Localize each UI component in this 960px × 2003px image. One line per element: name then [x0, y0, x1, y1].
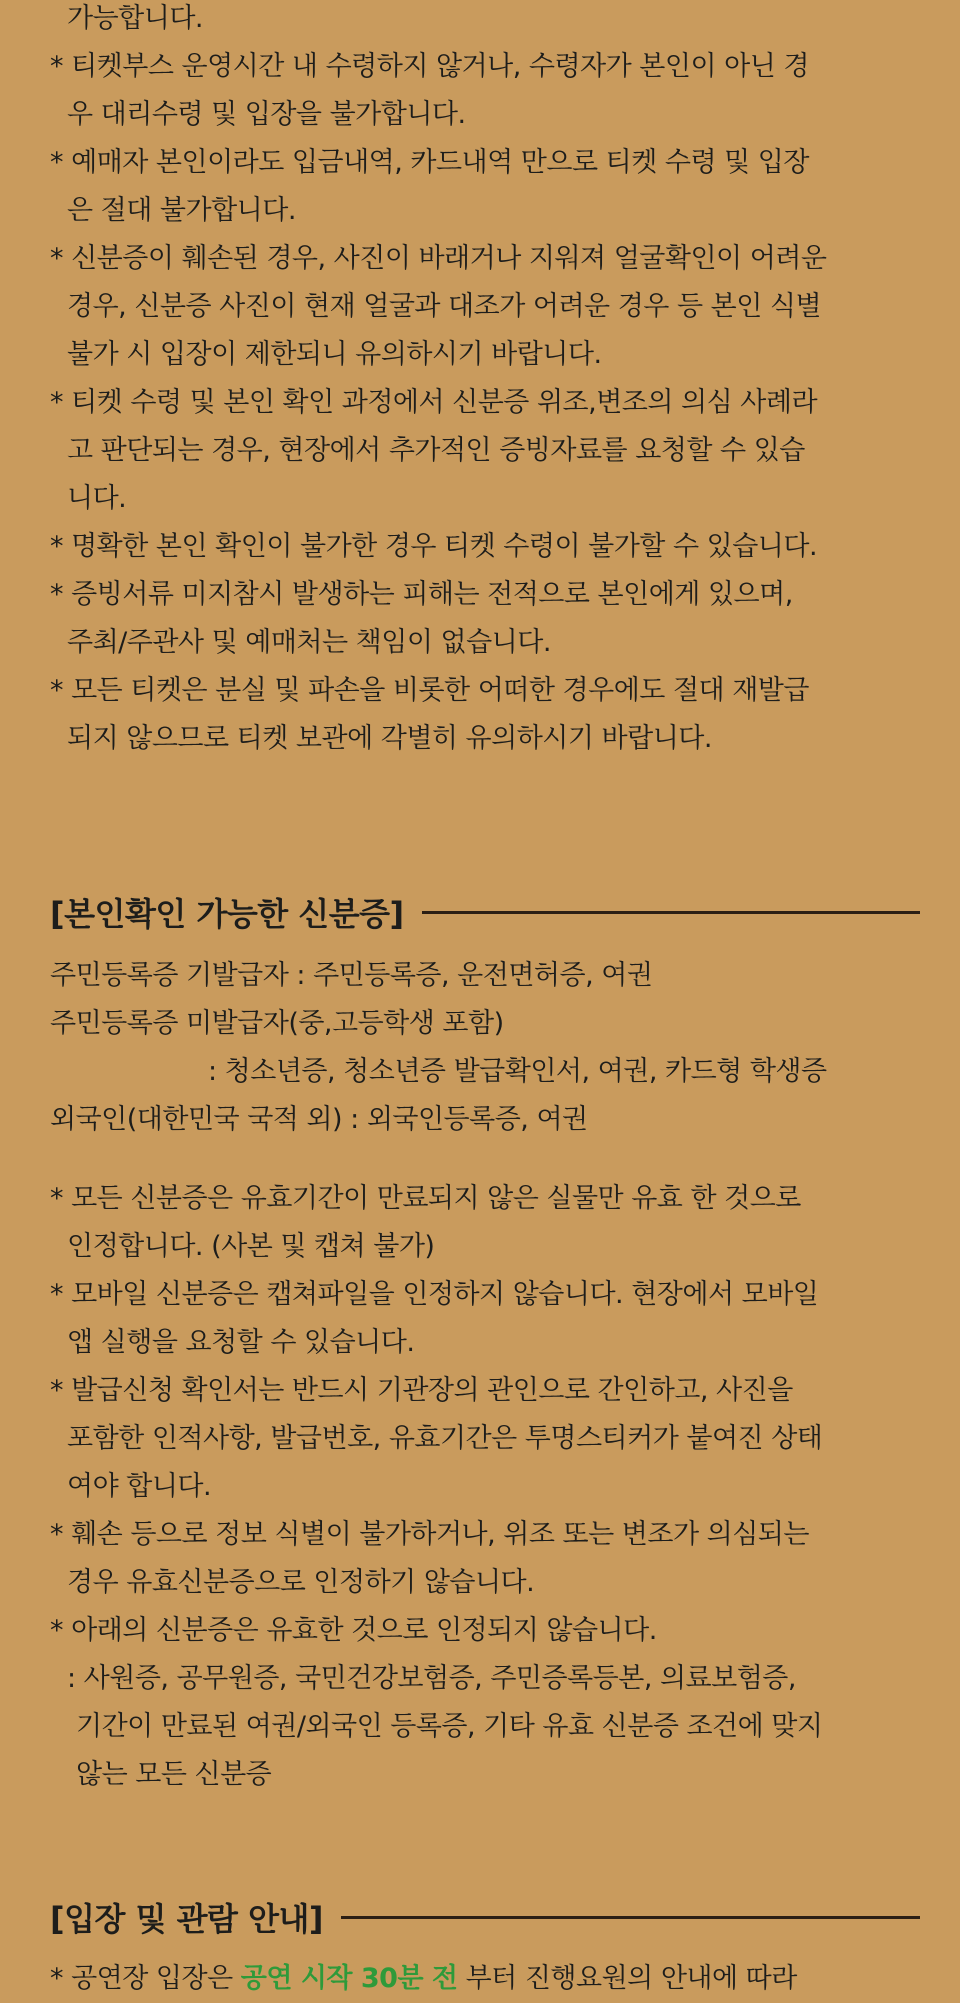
section-title: [본인확인 가능한 신분증] — [50, 895, 404, 933]
id-note-line: * 모든 신분증은 유효기간이 만료되지 않은 실물만 유효 한 것으로 — [50, 1183, 801, 1214]
id-note-line: 포함한 인적사항, 발급번호, 유효기간은 투명스티커가 붙여진 상태 — [67, 1423, 823, 1454]
note-line: 고 판단되는 경우, 현장에서 추가적인 증빙자료를 요청할 수 있습 — [67, 435, 805, 466]
section-divider — [422, 911, 920, 914]
id-note-line: 여야 합니다. — [67, 1471, 212, 1502]
section-title: [입장 및 관람 안내] — [50, 1900, 324, 1938]
id-note-line: * 아래의 신분증은 유효한 것으로 인정되지 않습니다. — [50, 1615, 657, 1646]
id-note-line: * 모바일 신분증은 캡쳐파일을 인정하지 않습니다. 현장에서 모바일 — [50, 1279, 819, 1310]
id-note-line: 앱 실행을 요청할 수 있습니다. — [67, 1327, 415, 1358]
note-line: 우 대리수령 및 입장을 불가합니다. — [67, 99, 466, 130]
id-note-line: * 발급신청 확인서는 반드시 기관장의 관인으로 간인하고, 사진을 — [50, 1375, 793, 1406]
id-notes — [50, 1175, 930, 1799]
note-line: 주최/주관사 및 예매처는 책임이 없습니다. — [67, 627, 551, 658]
id-note-line: 경우 유효신분증으로 인정하기 않습니다. — [67, 1567, 535, 1598]
id-note-line: 않는 모든 신분증 — [76, 1759, 272, 1790]
section-divider — [341, 1916, 920, 1919]
entry-notes — [50, 1955, 930, 2003]
note-line: 니다. — [67, 483, 127, 514]
note-line: * 모든 티켓은 분실 및 파손을 비롯한 어떠한 경우에도 절대 재발급 — [50, 675, 809, 706]
section-heading-id — [50, 888, 920, 936]
section-heading-entry — [50, 1893, 920, 1941]
entry-note-line — [50, 1955, 930, 2003]
ticket-notes — [50, 0, 930, 763]
note-line: * 신분증이 훼손된 경우, 사진이 바래거나 지워져 얼굴확인이 어려운 — [50, 243, 827, 274]
entry-time-highlight: 공연 시작 30분 전 — [240, 1963, 458, 1994]
note-line: * 티켓 수령 및 본인 확인 과정에서 신분증 위조,변조의 의심 사례라 — [50, 387, 818, 418]
note-line: * 증빙서류 미지참시 발생하는 피해는 전적으로 본인에게 있으며, — [50, 579, 793, 610]
entry-text: 부터 진행요원의 안내에 따라 — [457, 1963, 797, 1994]
id-note-line: * 훼손 등으로 정보 식별이 불가하거나, 위조 또는 변조가 의심되는 — [50, 1519, 809, 1550]
note-line: 가능합니다. — [67, 3, 203, 34]
id-type-line: 주민등록증 미발급자(중,고등학생 포함) — [50, 1008, 504, 1039]
note-line: 은 절대 불가합니다. — [67, 195, 296, 226]
id-type-line: : 청소년증, 청소년증 발급확인서, 여권, 카드형 학생증 — [208, 1056, 827, 1087]
id-note-line: : 사원증, 공무원증, 국민건강보험증, 주민증록등본, 의료보험증, — [67, 1663, 796, 1694]
entry-text: * 공연장 입장은 — [50, 1963, 241, 1994]
id-type-line: 주민등록증 기발급자 : 주민등록증, 운전면허증, 여권 — [50, 960, 653, 991]
note-line: 불가 시 입장이 제한되니 유의하시기 바랍니다. — [67, 339, 602, 370]
id-note-line: 기간이 만료된 여권/외국인 등록증, 기타 유효 신분증 조건에 맞지 — [76, 1711, 823, 1742]
id-note-line: 인정합니다. (사본 및 캡쳐 불가) — [67, 1231, 435, 1262]
note-line: 경우, 신분증 사진이 현재 얼굴과 대조가 어려운 경우 등 본인 식별 — [67, 291, 822, 322]
note-line: * 예매자 본인이라도 입금내역, 카드내역 만으로 티켓 수령 및 입장 — [50, 147, 809, 178]
note-line: * 티켓부스 운영시간 내 수령하지 않거나, 수령자가 본인이 아닌 경 — [50, 51, 809, 82]
id-type-line: 외국인(대한민국 국적 외) : 외국인등록증, 여권 — [50, 1104, 588, 1135]
id-type-list — [50, 952, 930, 1144]
note-line: 되지 않으므로 티켓 보관에 각별히 유의하시기 바랍니다. — [67, 723, 712, 754]
note-line: * 명확한 본인 확인이 불가한 경우 티켓 수령이 불가할 수 있습니다. — [50, 531, 818, 562]
